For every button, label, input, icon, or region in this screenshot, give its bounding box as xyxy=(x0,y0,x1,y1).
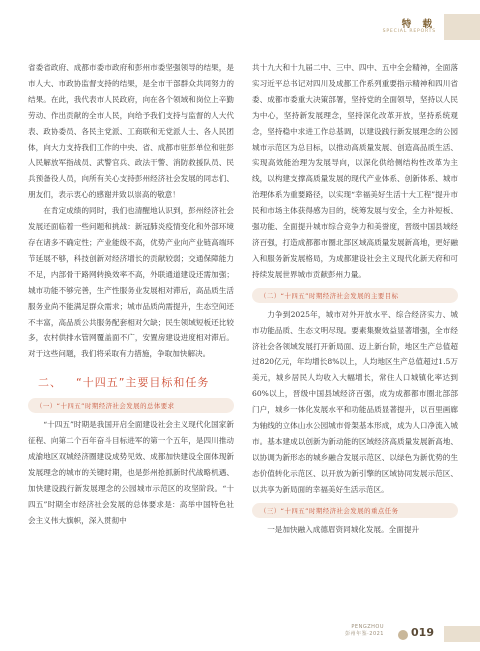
footer-brand-en: PENGZHOU xyxy=(351,624,384,630)
paragraph: 力争到2025年，城市对外开放水平、综合经济实力、城市功能品质、生态文明尽现。要素集聚效益显著增强，全市经济社会各领域发展打开新局面、迈上新台阶，地区生产总值超过820亿元，年均增长8%以上，人均地区生产总值超过1.5万美元，城乡居民人均收入大幅增长，常住人口城镇化率达到60%以上，晋级中国县域经济百强，成为成都都市圈北部部门户，城乡一体化发展水平和功能品质显著提升，以百里画廊为轴线的立体山水公园城市骨架基本形成，成为人口净流入城市。基本建成以创新为新动能的区域经济高质量发展新高地、以协调为新形态的城乡融合发展示范区、以绿色为新优势的生态价值转化示范区、以开放为新引擎的区域协同发展示范区、以共享为新局面的幸福美好生活示范区。 xyxy=(252,309,458,494)
subsection-heading: （三）“十四五”时期经济社会发展的重点任务 xyxy=(252,503,458,518)
section-title: 特 载 xyxy=(401,19,436,30)
paragraph: 共十九大和十九届二中、三中、四中、五中全会精神，全面落实习近平总书记对四川及成都工作系列重要指示精神和四川省委、成都市委重大决策部署，坚持党的全面领导，坚持以人民为中心，坚持新发展理念，坚持深化改革开放，坚持系统观念，坚持稳中求进工作总基调，以建设践行新发展理念的公园城市示范区为总目标，以推动高质量发展、创造高品质生活、实现高效能治理为发展导向，以深化供给侧结构性改革为主线，以构建支撑高质量发展的现代产业体系、创新体系、城市治理体系为重要路径，以实现“幸福美好生活十大工程”提升市民和市场主体获得感为目的，统筹发展与安全，全力补短板、强功能、全面提升城市综合竞争力和美誉度，晋级中国县域经济百强，打造成都都市圈北部区域高质量发展新高地，更好融入和服务新发展格局，为成都建设社会主义现代化新天府和可持续发展世界城市贡献彭州力量。 xyxy=(252,63,458,279)
subsection-heading: （二）“十四五”时期经济社会发展的主要目标 xyxy=(252,288,458,303)
footer-brand xyxy=(345,624,384,638)
section-tab-bar xyxy=(444,14,480,40)
right-column xyxy=(252,60,458,537)
footer-brand-cn: 彭州年鉴·2021 xyxy=(345,631,384,637)
page-number: 019 xyxy=(411,626,434,639)
section-heading-text: “十四五”主要目标和任务 xyxy=(76,376,210,390)
paragraph: 省委省政府、成都市委市政府和彭州市委坚强领导的结果，是市人大、市政协监督支持的结果，是全市干部群众共同努力的结果。在此，我代表市人民政府，向在各个领域和岗位上辛勤劳动、作出贡献的全市人民，向给予我们支持与监督的人大代表、政协委员、各民主党派、工商联和无党派人士、各人民团体，向大力支持我们工作的中央、省、成都市驻彭单位和驻彭人民解放军指战员、武警官兵、政法干警、消防救援队员、民兵预备役人员，向所有关心支持彭州经济社会发展的同志们、朋友们，表示衷心的感谢并致以崇高的敬意！ xyxy=(28,63,234,200)
left-column xyxy=(28,60,234,529)
section-subtitle: SPECIAL REPORTS xyxy=(382,29,436,34)
paragraph: 一是加快融入成德眉资同城化发展。全面提升 xyxy=(267,524,420,534)
paragraph: “十四五”时期是我国开启全面建设社会主义现代化国家新征程、向第二个百年奋斗目标进军的第一个五年，是四川推动成渝地区双城经济圈建设成势见效、成都加快建设全面体现新发展理念的城市的关键时期，也是彭州抢抓新时代战略机遇、加快建设践行新发展理念的公园城市示范区的攻坚阶段。“十四五”时期全市经济社会发展的总体要求是：高举中国特色社会主义伟大旗帜，深入贯彻中 xyxy=(28,420,234,525)
section-heading xyxy=(28,374,234,390)
section-heading-number: 二、 xyxy=(38,376,62,390)
paragraph: 在肯定成绩的同时，我们也清醒地认识到，彭州经济社会发展还面临着一些问题和挑战：新冠肺炎疫情变化和外部环境存在诸多不确定性；产业能级不高，优势产业向产业链高端环节延展不够，科技创新对经济增长的贡献较弱；交通保障能力不足，内部骨干路网转换效率不高，外联通道建设还需加强；城市功能不够完善，生产性服务业发展相对滞后，高品质生活服务业尚不能满足群众需求；城市品质尚需提升，生态空间还不丰富，高品质公共服务配套相对欠缺；民生领域短板还比较多，农村供排水管网覆盖面不广，安置房建设进度相对滞后。对于这些问题，我们将采取有力措施，争取加快解决。 xyxy=(28,206,234,359)
footer-ornament-icon xyxy=(398,630,408,640)
footer-bar xyxy=(444,626,480,642)
subsection-heading: （一）“十四五”时期经济社会发展的总体要求 xyxy=(28,398,234,413)
